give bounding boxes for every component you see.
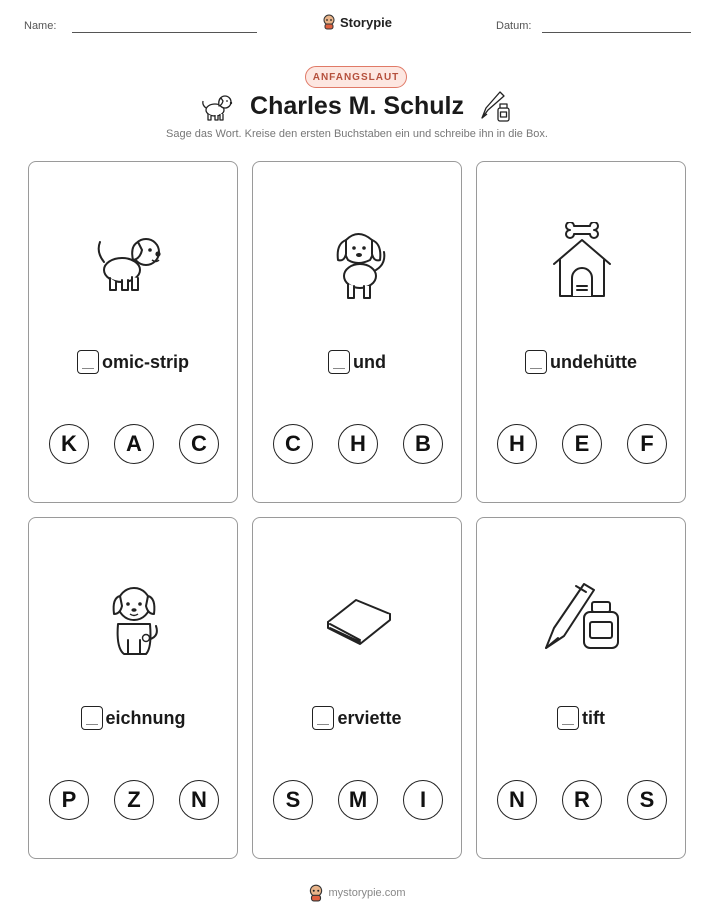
word-ending: tift: [582, 707, 605, 728]
beagle-icon: [308, 222, 408, 302]
letter-choice[interactable]: B: [403, 424, 443, 464]
date-field[interactable]: [542, 32, 691, 33]
letter-choice[interactable]: S: [627, 780, 667, 820]
answer-box[interactable]: [557, 706, 579, 730]
footer: [0, 884, 714, 907]
footer-url[interactable]: mystorypie.com: [328, 887, 406, 899]
letter-choices: [273, 424, 443, 464]
fountain-pen-icon: [532, 578, 632, 658]
letter-choices: [49, 780, 219, 820]
word-card: [476, 517, 686, 859]
word-row: [29, 350, 237, 374]
word-row: [477, 706, 685, 730]
word-ending: und: [353, 351, 386, 372]
letter-choice[interactable]: F: [627, 424, 667, 464]
letter-choice[interactable]: A: [114, 424, 154, 464]
letter-choice[interactable]: I: [403, 780, 443, 820]
letter-choice[interactable]: E: [562, 424, 602, 464]
word-ending: eichnung: [105, 707, 186, 728]
instructions: Sage das Wort. Kreise den ersten Buchstaben ein und schreibe ihn in die Box.: [166, 128, 548, 140]
answer-box[interactable]: [77, 350, 99, 374]
letter-choice[interactable]: C: [179, 424, 219, 464]
puppy-icon: [84, 578, 184, 658]
word-card: [28, 161, 238, 503]
word-row: [477, 350, 685, 374]
answer-box[interactable]: [312, 706, 334, 730]
mascot-icon: [308, 884, 324, 902]
word-row: [29, 706, 237, 730]
word-card: [252, 161, 462, 503]
word-ending: omic-strip: [101, 351, 189, 372]
word-row: [253, 706, 461, 730]
letter-choice[interactable]: K: [49, 424, 89, 464]
mascot-icon: [322, 14, 336, 30]
page-title: Charles M. Schulz: [250, 92, 464, 120]
letter-choice[interactable]: M: [338, 780, 378, 820]
letter-choice[interactable]: N: [497, 780, 537, 820]
letter-choices: [497, 780, 667, 820]
word-card: [476, 161, 686, 503]
letter-choice[interactable]: H: [497, 424, 537, 464]
word-card: [252, 517, 462, 859]
word-ending: undehütte: [550, 351, 637, 372]
fountain-pen-icon: [476, 90, 512, 124]
letter-choice[interactable]: H: [338, 424, 378, 464]
letter-choice[interactable]: C: [273, 424, 313, 464]
letter-choices: [497, 424, 667, 464]
date-label: Datum:: [496, 20, 532, 32]
letter-choice[interactable]: P: [49, 780, 89, 820]
doghouse-icon: [532, 222, 632, 302]
dog-icon: [84, 222, 184, 302]
name-label: Name:: [24, 20, 57, 32]
word-row: [253, 350, 461, 374]
answer-box[interactable]: [328, 350, 350, 374]
word-ending: erviette: [337, 707, 402, 728]
word-card: [28, 517, 238, 859]
letter-choices: [273, 780, 443, 820]
letter-choices: [49, 424, 219, 464]
category-badge: ANFANGSLAUT: [305, 66, 407, 88]
letter-choice[interactable]: N: [179, 780, 219, 820]
letter-choice[interactable]: Z: [114, 780, 154, 820]
letter-choice[interactable]: R: [562, 780, 602, 820]
brand-name: Storypie: [339, 14, 392, 30]
answer-box[interactable]: [81, 706, 103, 730]
letter-choice[interactable]: S: [273, 780, 313, 820]
napkin-icon: [308, 578, 408, 658]
answer-box[interactable]: [525, 350, 547, 374]
